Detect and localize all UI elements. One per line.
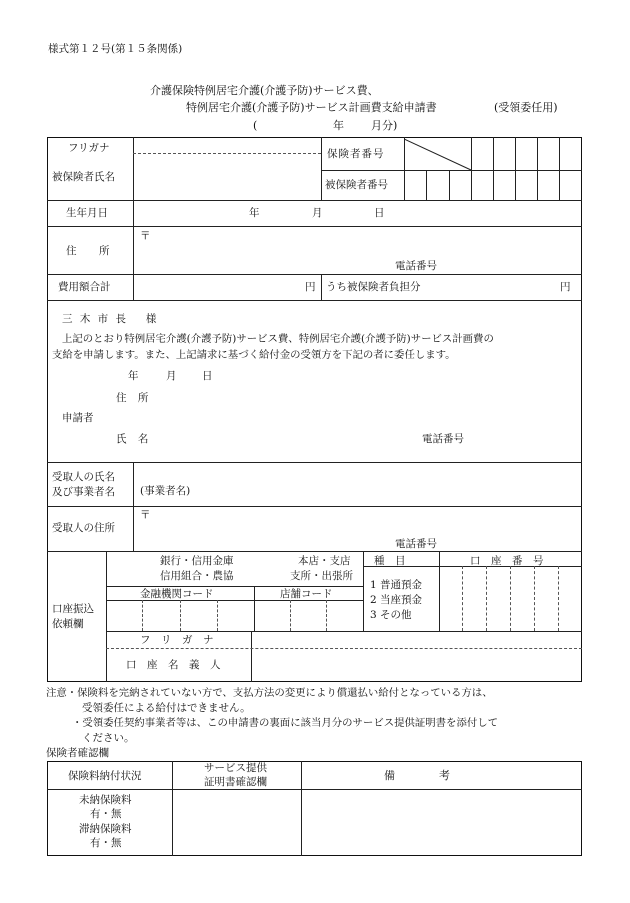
delinquent-yes-no: 有・無 — [90, 837, 122, 849]
applicant-name-label: 氏 名 — [116, 433, 153, 445]
insurer-check-label: 保険者確認欄 — [46, 747, 109, 759]
premium-status-label: 保険料納付状況 — [68, 770, 142, 782]
unpaid-premium-label: 未納保険料 — [79, 794, 132, 806]
recipient-name-label-2: 及び事業者名 — [52, 486, 115, 498]
account-holder-label: 口 座 名 義 人 — [126, 659, 221, 671]
birth-month: 月 — [312, 207, 323, 219]
branch-types-1: 本店・支店 — [298, 555, 351, 567]
unpaid-yes-no: 有・無 — [90, 808, 122, 820]
holder-furigana-label: フ リ ガ ナ — [140, 634, 214, 646]
remarks-label: 備 考 — [384, 769, 450, 782]
delinquent-premium-label: 滞納保険料 — [79, 823, 132, 835]
bank-section-label-1: 口座振込 — [52, 603, 94, 615]
branch-code-label: 店舗コード — [280, 588, 333, 600]
cert-check-label-1: サービス提供 — [204, 762, 267, 774]
period-year: 年 — [333, 119, 344, 132]
self-pay-label: うち被保険者負担分 — [326, 281, 421, 293]
account-kind-1: 1 普通預金 — [370, 579, 423, 591]
account-kind-3: 3 その他 — [370, 609, 412, 621]
account-kind-label: 種 目 — [374, 555, 406, 567]
note-line1: 注意・保険料を完納されていない方で、支払方法の変更により償還払い給付となっている方は、 — [46, 687, 493, 699]
form-title-line2: 特例居宅介護(介護予防)サービス計画費支給申請書 — [186, 101, 437, 114]
bank-code-label: 金融機関コード — [140, 588, 214, 600]
recipient-name-label-1: 受取人の氏名 — [52, 471, 115, 483]
insured-number-label: 被保険者番号 — [325, 179, 388, 191]
form-number: 様式第１２号(第１５条関係) — [48, 43, 183, 55]
birth-day: 日 — [374, 207, 385, 219]
insured-name-label: 被保険者氏名 — [52, 171, 115, 183]
applicant-address-label: 住 所 — [116, 392, 153, 404]
account-kind-2: 2 当座預金 — [370, 594, 423, 606]
request-day: 日 — [202, 370, 213, 382]
recipient-phone-label: 電話番号 — [395, 538, 437, 550]
request-year: 年 — [128, 370, 139, 382]
period-open: ( — [253, 119, 258, 132]
recipient-business-name: (事業者名) — [140, 485, 191, 497]
period-month: 月分) — [371, 119, 398, 132]
recipient-postal: 〒 — [140, 509, 151, 521]
bank-types-1: 銀行・信用金庫 — [160, 555, 234, 567]
address-label: 住 所 — [66, 245, 116, 257]
request-body-line1: 上記のとおり特例居宅介護(介護予防)サービス費、特例居宅介護(介護予防)サービス計画費の — [62, 333, 494, 345]
self-pay-yen: 円 — [560, 281, 571, 293]
total-cost-label: 費用額合計 — [58, 281, 111, 293]
birth-year: 年 — [249, 207, 260, 219]
insurer-number-cells[interactable] — [404, 137, 582, 200]
cert-check-label-2: 証明書確認欄 — [204, 776, 267, 788]
address-postal: 〒 — [140, 230, 151, 242]
request-month: 月 — [166, 370, 177, 382]
bank-section-label-2: 依頼欄 — [52, 618, 84, 630]
furigana-label: フリガナ — [68, 142, 110, 154]
note-line2: 受領委任による給付はできません。 — [82, 702, 251, 714]
form-title-delegation: (受領委任用) — [494, 101, 558, 114]
note-line4: ください。 — [82, 732, 135, 744]
branch-types-2: 支所・出張所 — [290, 570, 353, 582]
address-phone-label: 電話番号 — [395, 260, 437, 272]
note-line3: ・受領委任契約事業者等は、この申請書の裏面に該当月分のサービス提供証明書を添付して — [72, 717, 499, 729]
total-cost-yen: 円 — [305, 281, 316, 293]
bank-types-2: 信用組合・農協 — [160, 570, 234, 582]
addressee: 三 木 市 長 様 — [62, 313, 159, 325]
applicant-phone-label: 電話番号 — [422, 433, 464, 445]
applicant-label: 申請者 — [62, 412, 94, 424]
form-title-line1: 介護保険特例居宅介護(介護予防)サービス費、 — [150, 84, 379, 97]
birth-date-label: 生年月日 — [66, 207, 108, 219]
account-number-label: 口 座 番 号 — [470, 555, 544, 567]
recipient-address-label: 受取人の住所 — [52, 522, 115, 534]
request-body-line2: 支給を申請します。また、上記請求に基づく給付金の受領方を下記の者に委任します。 — [52, 349, 456, 361]
insurer-number-label: 保険者番号 — [327, 148, 385, 160]
